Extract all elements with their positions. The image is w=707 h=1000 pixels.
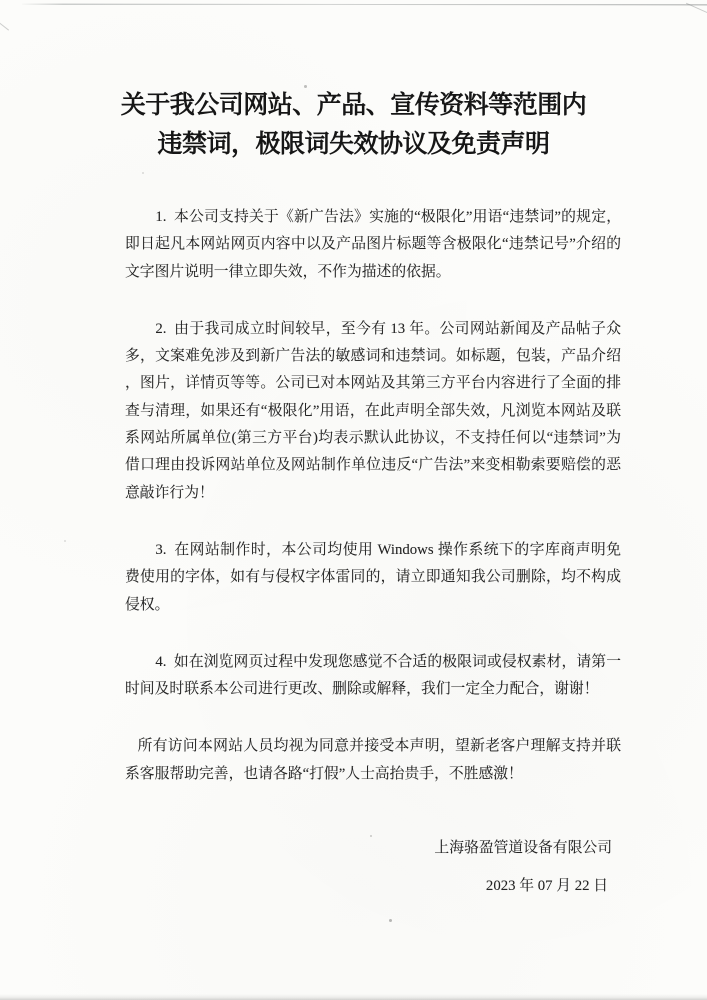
signature-date: 2023 年 07 月 22 日: [485, 878, 608, 895]
paper-speck: [142, 172, 144, 174]
document-body: [125, 204, 621, 788]
scan-scratch-mark: [0, 22, 9, 30]
paragraph-4: 4. 如在浏览网页过程中发现您感觉不合适的极限词或侵权素材，请第一时间及时联系本公司进行更改、删除或解释，我们一定全力配合，谢谢！: [125, 653, 621, 698]
document-title: [0, 86, 707, 164]
scan-bottom-shadow: [0, 994, 707, 1000]
paper-speck: [304, 85, 307, 88]
paper-speck: [370, 835, 372, 837]
paragraph-1: 1. 本公司支持关于《新广告法》实施的“极限化”用语“违禁词”的规定，即日起凡本网站网页内容中以及产品图片标题等含极限化“违禁记号”介绍的文字图片说明一律立即失效，不作为描述的依据。: [125, 209, 621, 280]
paper-speck: [64, 540, 66, 542]
paragraph-3: 3. 在网站制作时，本公司均使用 Windows 操作系统下的字库商声明免费使用的字体，如有与侵权字体雷同的，请立即通知我公司删除，均不构成侵权。: [125, 541, 621, 613]
document-title-line1: 关于我公司网站、产品、宣传资料等范围内: [120, 92, 587, 119]
paper-speck: [389, 919, 392, 922]
paragraph-closing: 所有访问本网站人员均视为同意并接受本声明，望新老客户理解支持并联系客服帮助完善，也请各路“打假”人士高抬贵手，不胜感激！: [125, 738, 621, 782]
signature-block: [0, 835, 707, 901]
scan-edge-line: [22, 4, 707, 6]
signature-company: 上海骆盈管道设备有限公司: [434, 840, 612, 857]
document-title-line2: 违禁词，极限词失效协议及免责声明: [157, 131, 550, 158]
paragraph-2: 2. 由于我司成立时间较早，至今有 13 年。公司网站新闻及产品帖子众多，文案难免涉及到新广告法的敏感词和违禁词。如标题，包装，产品介绍 ，图片，详情页等等。公司已对本网站及其第三方平台内容进行了全面的排查与清理，如果还有“极限化”用语，在此声明全部失效，凡浏览本网站及联系网站所属单位(第三方平台)均表示默认此协议，不支持任何以“违禁词”为借口理由投诉网站单位及网站制作单位违反“广告法”来变相勒索要赔偿的恶意敲诈行为！: [125, 320, 621, 501]
